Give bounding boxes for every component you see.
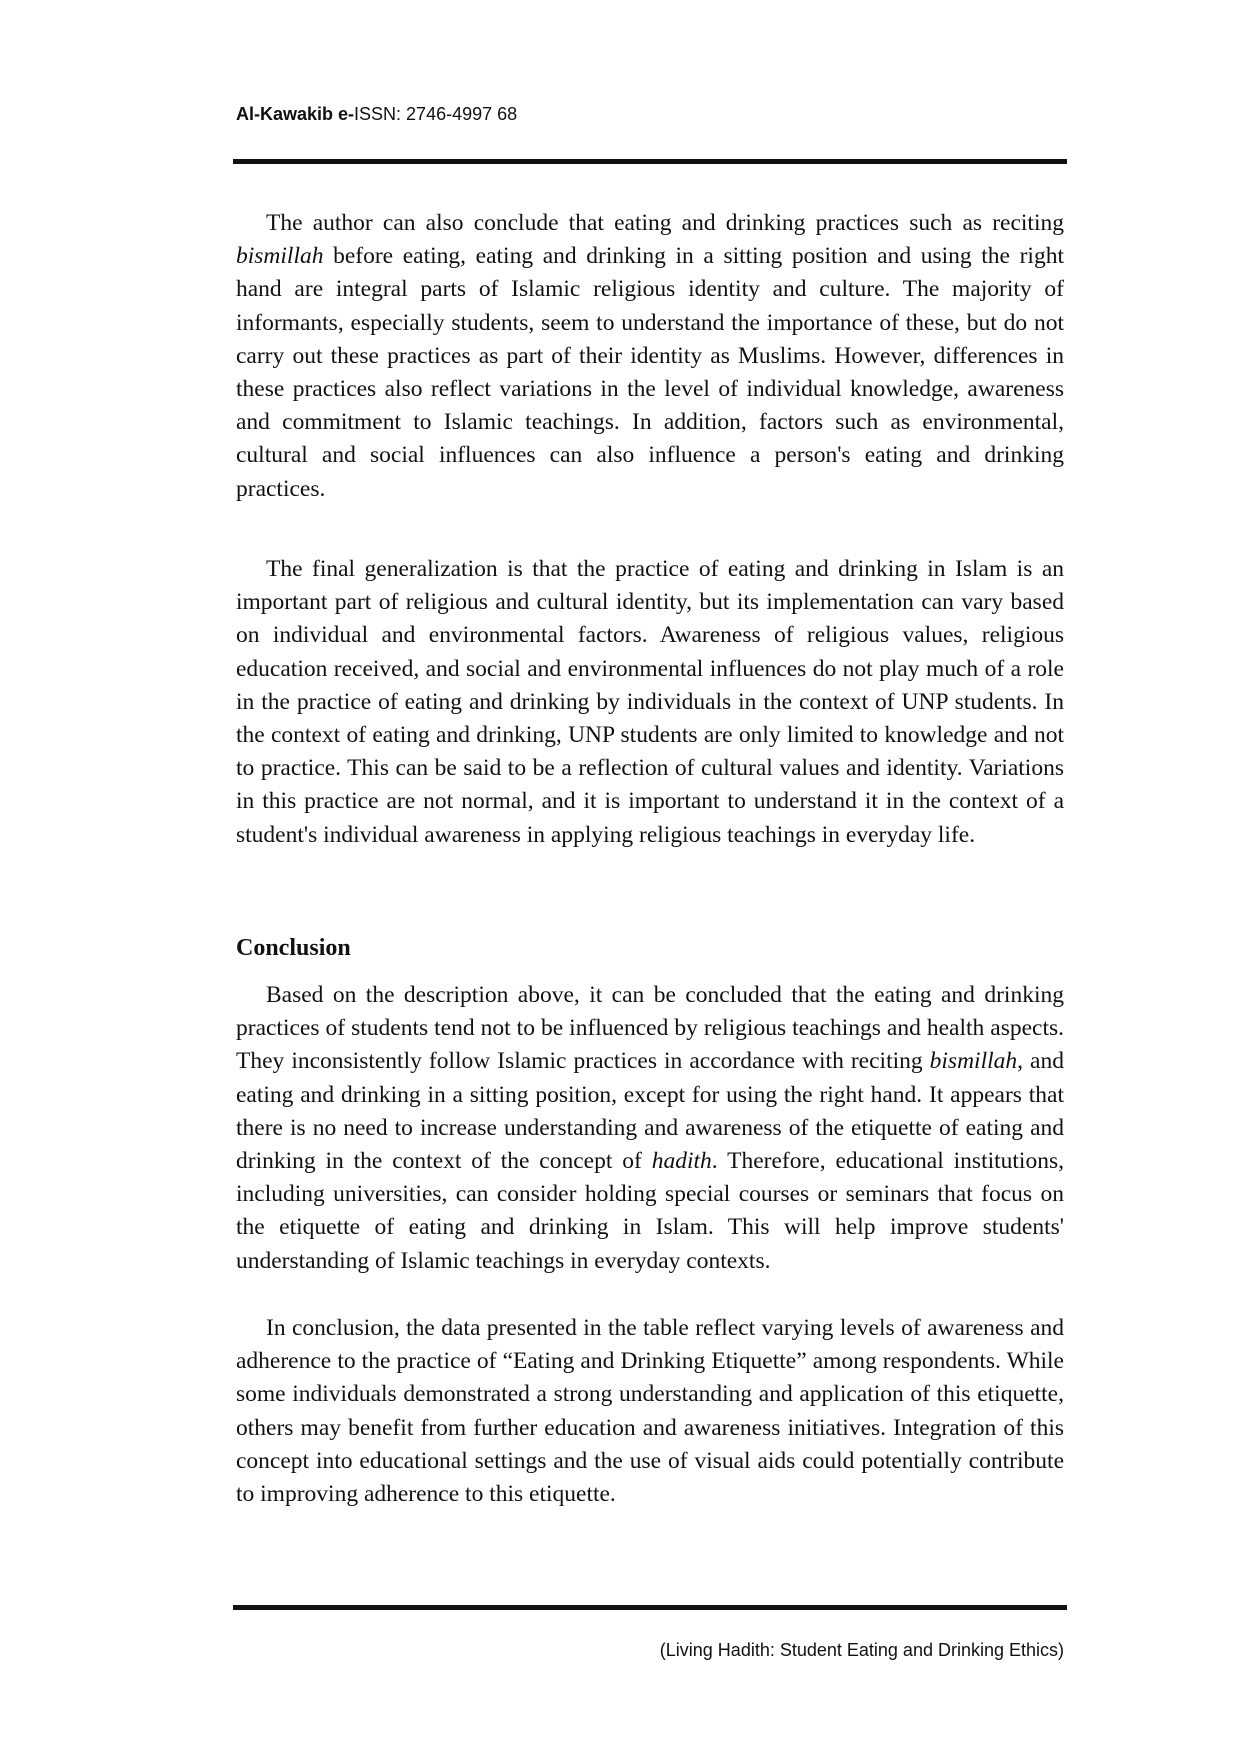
journal-name: Al-Kawakib e- (236, 104, 355, 124)
text-segment: The final generalization is that the practice of eating and drinking in Islam is an important part of religious and cultural identity, but its implementation can vary based on individual and environmental factors. Awareness of religious values, religious education received, and social and environmental influences do not play much of a role in the practice of eating and drinking by individuals in the context of UNP students. In the context of eating and drinking, UNP students are only limited to knowledge and not to practice. This can be said to be a reflection of cultural values and identity. Variations in this practice are not normal, and it is important to understand it in the context of a student's individual awareness in applying religious teachings in everyday life. (236, 556, 1064, 848)
text-segment: . Therefore, educational institutions, including universities, can consider holding special courses or seminars that focus on the etiquette of eating and drinking in Islam. This will help improve students' understanding of Islamic teachings in everyday contexts. (236, 1148, 1064, 1274)
paragraph-text (236, 1312, 1064, 1511)
issn-page-number: ISSN: 2746-4997 68 (354, 104, 518, 124)
italic-term: hadith (651, 1148, 712, 1175)
text-segment: The author can also conclude that eating and drinking practices such as reciting (266, 210, 1064, 236)
text-segment: , and eating and drinking in a sitting position, except for using the right hand. It appears that there is no need to increase understanding and awareness of the etiquette of eating and drinking in the context of the concept of (236, 1048, 1064, 1175)
conclusion-paragraph (236, 979, 1064, 1278)
running-header (236, 104, 517, 125)
footer-rule (233, 1605, 1067, 1610)
header-rule (233, 159, 1067, 164)
italic-term: bismillah (236, 243, 324, 270)
paragraph-text (236, 207, 1064, 506)
text-segment: Based on the description above, it can be concluded that the eating and drinking practices of students tend not to be influenced by religious teachings and health aspects. They inconsistently follow Islamic practices in accordance with reciting (236, 982, 1064, 1075)
section-heading-conclusion: Conclusion (236, 935, 351, 961)
body-paragraph (236, 553, 1064, 852)
body-paragraph (236, 207, 1064, 506)
text-segment: In conclusion, the data presented in the table reflect varying levels of awareness and adherence to the practice of “Eating and Drinking Etiquette” among respondents. While some individuals demonstrated a strong understanding and application of this etiquette, others may benefit from further education and awareness initiatives. Integration of this concept into educational settings and the use of visual aids could potentially contribute to improving adherence to this etiquette. (236, 1315, 1064, 1508)
conclusion-paragraph (236, 1312, 1064, 1511)
italic-term: bismillah (929, 1048, 1018, 1075)
paragraph-text (236, 553, 1064, 852)
running-footer: (Living Hadith: Student Eating and Drinking Ethics) (659, 1640, 1064, 1660)
text-segment: before eating, eating and drinking in a sitting position and using the right hand are integral parts of Islamic religious identity and culture. The majority of informants, especially students, seem to understand the importance of these, but do not carry out these practices as part of their identity as Muslims. However, differences in these practices also reflect variations in the level of individual knowledge, awareness and commitment to Islamic teachings. In addition, factors such as environmental, cultural and social influences can also influence a person's eating and drinking practices. (236, 243, 1064, 502)
paragraph-text (236, 979, 1064, 1278)
